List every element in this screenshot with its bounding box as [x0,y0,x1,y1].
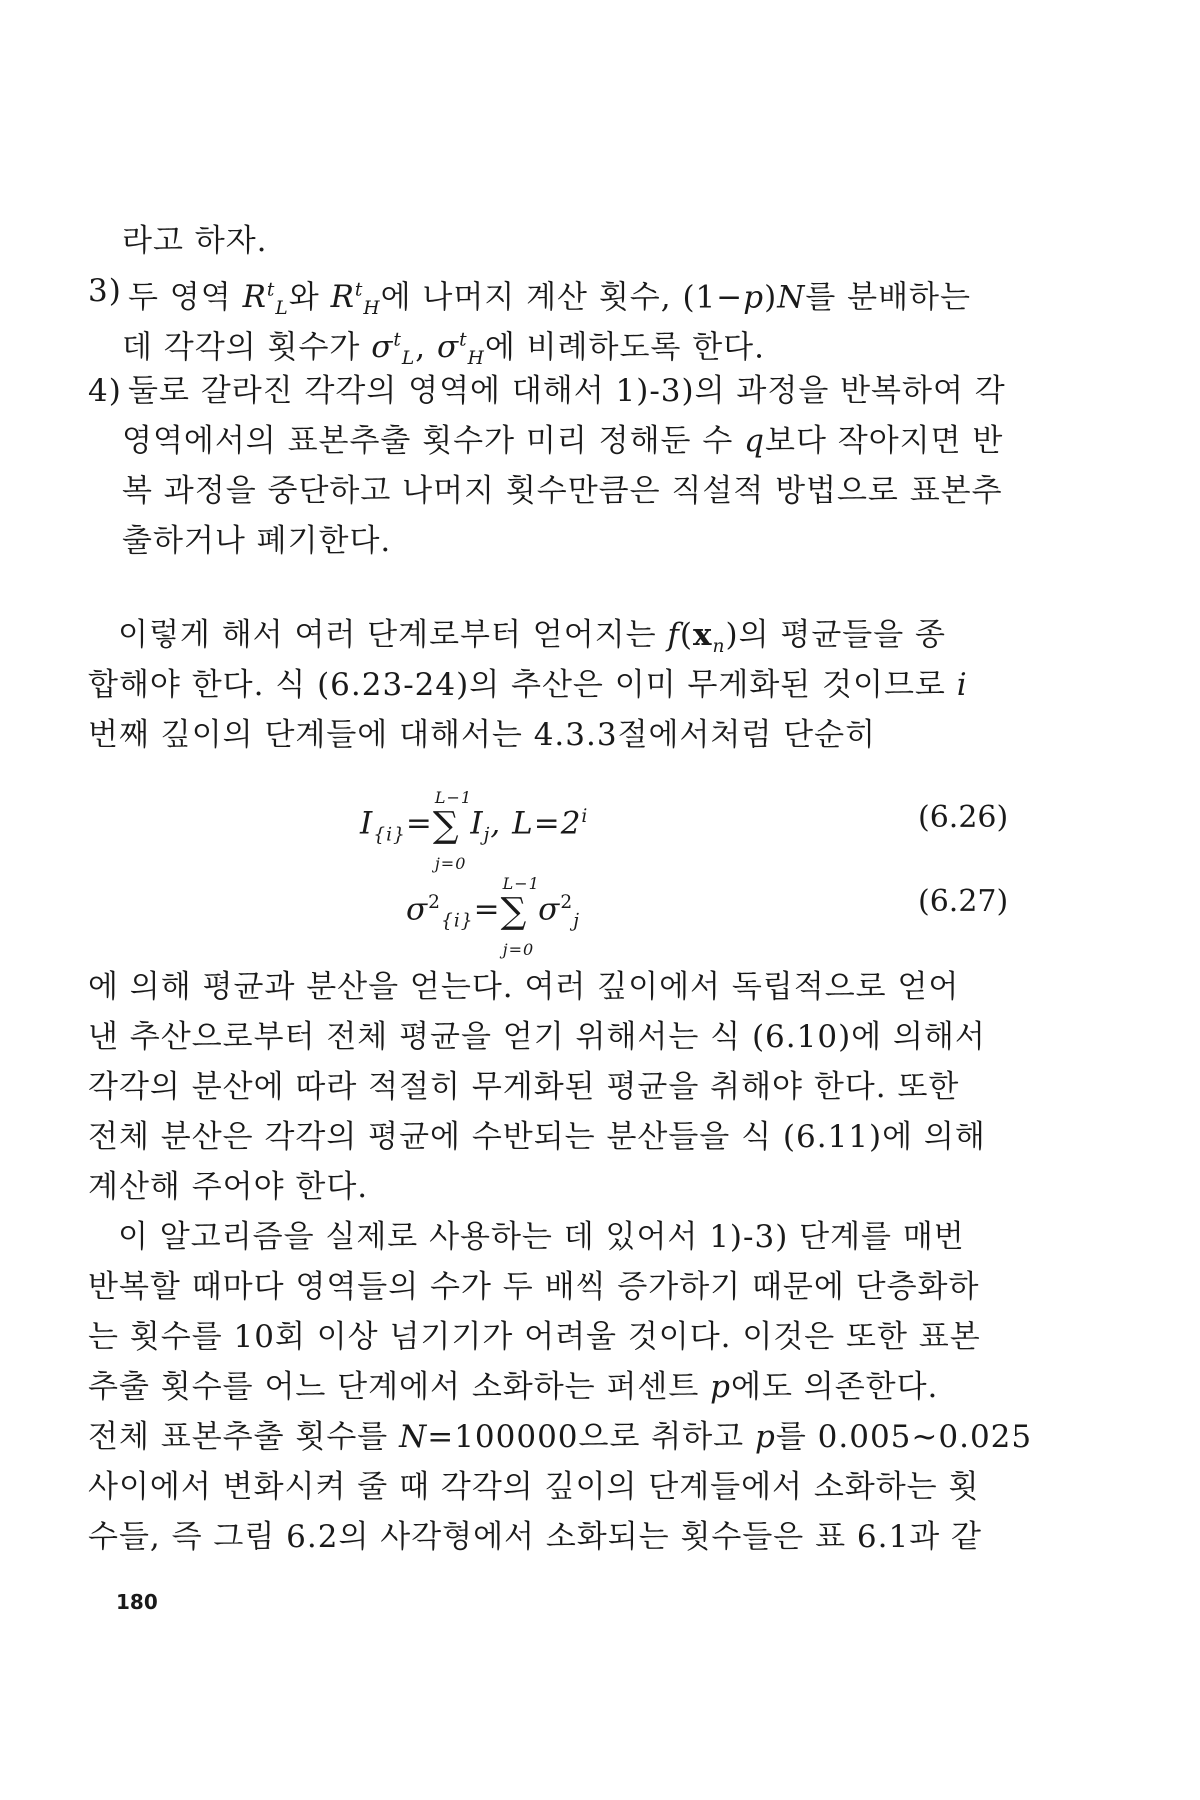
text-span: 전체 표본추출 횟수를 [88,1419,389,1455]
page-number: 180 [116,1590,158,1614]
summation-symbol: L−1 ∑ j=0 [432,788,473,874]
equation-number: (6.27) [918,884,1009,919]
text-line [122,466,1003,516]
list-number: 4) [88,373,122,409]
text-span: 에도 의존한다. [731,1369,939,1405]
math-var: $\sigma^t_L$ [371,329,416,370]
text-line: 계산해 주어야 한다. [88,1169,369,1205]
text-line: 반복할 때마다 영역들의 수가 두 배씩 증가하기 때문에 단층화하 [88,1269,980,1305]
text-span: 영역에서의 표본추출 횟수가 미리 정해둔 수 [122,423,734,459]
math-var: p [754,1419,776,1455]
text-line [88,1412,1032,1462]
math-var: i [956,667,968,703]
text-span: 라고 하자. [122,223,268,259]
text-span: ) [764,279,778,316]
text-span: 합해야 한다. 식 (6.23-24)의 추산은 이미 무게화된 것이므로 [88,667,946,703]
math-var: p [743,279,765,316]
math-var: $R^t_L$ [242,279,289,320]
text-span: 복 과정을 중단하고 나머지 횟수만큼은 직설적 방법으로 표본추 [122,473,1003,509]
list-number: 3) [88,273,122,309]
equation-6-27: $\sigma^2_{\{i\}}=$ L−1 ∑ j=0 $\sigma^2_j$ [406,874,580,960]
text-line: 이 알고리즘을 실제로 사용하는 데 있어서 1)-3) 단계를 매번 [118,1219,965,1255]
math-var: p [710,1369,732,1405]
math-var: q [744,423,766,459]
math-var: N [777,279,806,316]
text-line: 에 의해 평균과 분산을 얻는다. 여러 깊이에서 독립적으로 얻어 [88,969,960,1005]
text-span: 번째 깊이의 단계들에 대해서는 4.3.3절에서처럼 단순히 [88,717,877,753]
text-span: 보다 작아지면 반 [765,423,1004,459]
text-line: 사이에서 변화시켜 줄 때 각각의 깊이의 단계들에서 소화하는 횟 [88,1469,980,1505]
text-span: 에 나머지 계산 횟수, (1− [380,279,744,316]
text-span: 두 영역 [128,279,232,316]
math-var: $R^t_H$ [330,279,381,320]
text-line: 는 횟수를 10회 이상 넘기기가 어려울 것이다. 이것은 또한 표본 [88,1319,981,1355]
text-line [128,366,1006,416]
text-span: 와 [288,279,320,316]
math-var: N [399,1419,428,1455]
text-span: 에 비례하도록 한다. [484,329,765,366]
math-var: $\sigma^t_H$ [436,329,485,370]
text-line [88,660,968,710]
text-span: 추출 횟수를 어느 단계에서 소화하는 퍼센트 [88,1369,700,1405]
text-line [122,416,1003,466]
text-line: 전체 분산은 각각의 평균에 수반되는 분산들을 식 (6.11)에 의해 [88,1119,986,1155]
summation-symbol: L−1 ∑ j=0 [500,874,540,960]
text-line [88,1362,938,1412]
text-line [122,516,391,566]
text-line: 낸 추산으로부터 전체 평균을 얻기 위해서는 식 (6.10)에 의해서 [88,1019,986,1055]
text-line: 수들, 즉 그림 6.2의 사각형에서 소화되는 횟수들은 표 6.1과 같 [88,1519,982,1555]
text-line: 각각의 분산에 따라 적절히 무게화된 평균을 취해야 한다. 또한 [88,1069,960,1105]
text-span: 이렇게 해서 여러 단계로부터 얻어지는 [118,617,657,653]
equation-number: (6.26) [918,800,1009,835]
text-line [88,710,876,760]
equation-6-26: $I_{\{i\}}=$ L−1 ∑ j=0 $I_j$, $L=2^i$ [360,788,589,874]
text-span: 를 0.005~0.025 [775,1419,1033,1455]
text-span: 를 분배하는 [805,279,971,316]
text-span: 출하거나 폐기한다. [122,523,392,559]
text-span: , [415,329,427,366]
text-line [122,216,268,266]
text-span: 데 각각의 횟수가 [122,329,361,366]
math-expression: $f(x_n)$ [667,617,739,658]
text-span: 둘로 갈라진 각각의 영역에 대해서 1)-3)의 과정을 반복하여 각 [128,373,1006,409]
text-span: =100000으로 취하고 [427,1419,745,1455]
text-span: 의 평균들을 종 [738,617,946,653]
